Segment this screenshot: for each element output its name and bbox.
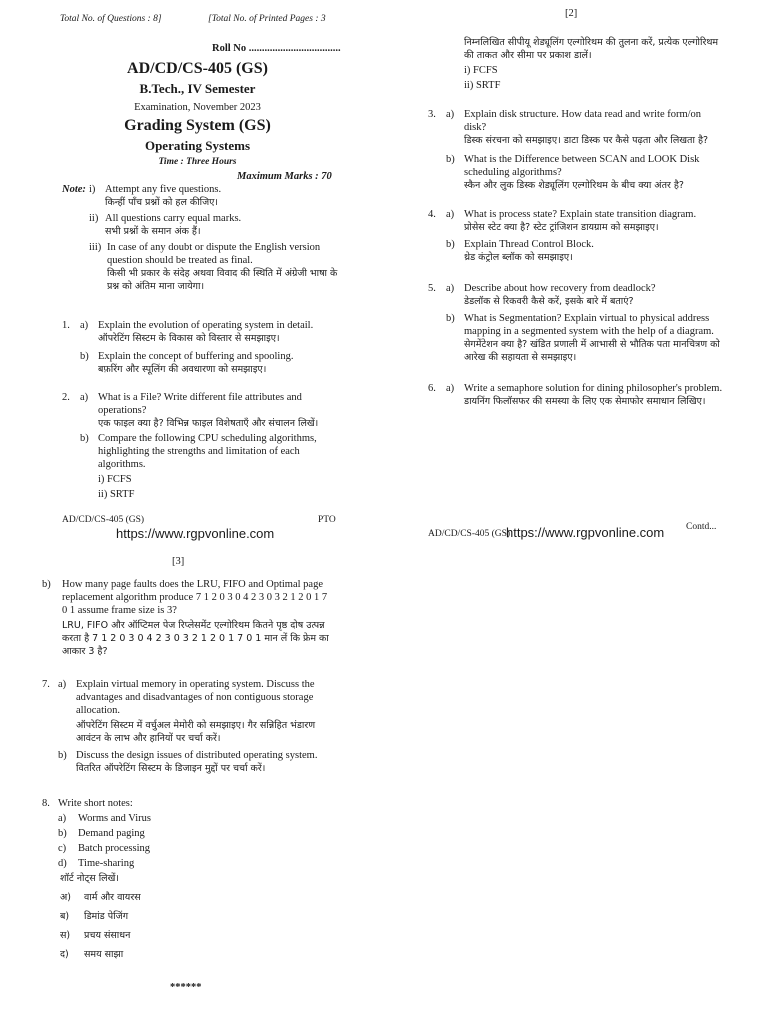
question-number: 1. <box>62 320 70 331</box>
question-2a-en: What is a File? Write different file attributes and operations? <box>98 392 302 416</box>
item-label: c) <box>58 843 67 854</box>
question-part: b) <box>58 750 67 761</box>
question-3b-en: What is the Difference between SCAN and LOOK Disk scheduling algorithms? <box>464 154 700 178</box>
short-note-hi-a <box>60 891 334 904</box>
note-3-hi: किसी भी प्रकार के संदेह अथवा विवाद की स्थिति में अंग्रेजी भाषा के प्रश्न को अंतिम माना जायेगा। <box>107 268 338 292</box>
page-3 <box>0 545 384 1024</box>
page-1-footer-pto: PTO <box>318 515 336 525</box>
question-6a-hi: डायनिंग फिलॉसफर की समस्या के लिए एक सेमाफोर समाधान लिखिए। <box>464 396 706 407</box>
item-label: द) <box>60 949 69 960</box>
question-4b-en: Explain Thread Control Block. <box>464 239 594 250</box>
question-part: b) <box>80 351 89 362</box>
question-part: a) <box>80 320 89 331</box>
question-5b <box>428 312 724 364</box>
question-8 <box>42 797 334 870</box>
short-note-a <box>58 812 334 825</box>
note-3 <box>107 241 342 293</box>
item-label: स) <box>60 930 71 941</box>
item-label: b) <box>58 828 67 839</box>
item-text: Batch processing <box>78 843 151 854</box>
note-2 <box>105 212 342 238</box>
note-label: Note: <box>62 184 86 195</box>
item-text: Time-sharing <box>78 858 135 869</box>
end-of-paper-mark: ****** <box>170 982 202 993</box>
question-1a-hi: ऑपरेटिंग सिस्टम के विकास को विस्तार से समझाइए। <box>98 333 280 344</box>
paper-code: AD/CD/CS-405 (GS) <box>127 60 268 77</box>
question-part: a) <box>446 283 455 294</box>
question-6b-hi: LRU, FIFO और ऑप्टिमल पेज रिप्लेसमेंट एल्गोरिथम कितने पृष्ठ दोष उत्पन्न करता है 7 1 2 0 3 0 4 2 3 0 3 2 1 2 0 1 7 0 1 मान लें कि फ्रेम का आकार 3 है? <box>62 620 329 657</box>
question-6b-en: How many page faults does the LRU, FIFO and Optimal page replacement algorithm produce 7 1 2 0 3 0 4 2 3 0 3 2 1 2 0 1 7 0 1 assume frame size is 3? <box>62 579 328 616</box>
item-text: Demand paging <box>78 828 145 839</box>
question-5a-en: Describe about how recovery from deadlock? <box>464 283 656 294</box>
question-part: b) <box>42 579 51 590</box>
question-4a <box>428 208 724 234</box>
question-5b-hi: सेगमेंटेशन क्या है? खंडित प्रणाली में आभासी से भौतिक पता मानचित्रण को आरेख की सहायता से समझाइए। <box>464 339 720 363</box>
question-part: b) <box>446 313 455 324</box>
exam-duration: Time : Three Hours <box>158 157 237 167</box>
question-2b-hi: निम्नलिखित सीपीयू शेड्यूलिंग एल्गोरिथम की तुलना करें, प्रत्येक एल्गोरिथम की ताकत और सीमा पर प्रकाश डालें। <box>464 37 719 61</box>
notes-block <box>62 183 342 295</box>
item-text: वार्म और वायरस <box>84 892 141 903</box>
short-note-c <box>58 842 334 855</box>
short-note-hi-d <box>60 948 334 961</box>
question-6a-en: Write a semaphore solution for dining philosopher's problem. <box>464 383 723 394</box>
program-semester: B.Tech., IV Semester <box>139 81 256 96</box>
question-part: a) <box>446 109 455 120</box>
question-2b-en: Compare the following CPU scheduling algorithms, highlighting the strengths and limitation of each algorithms. <box>98 433 317 470</box>
algo-srtf: ii) SRTF <box>464 80 501 91</box>
question-4b <box>428 238 724 264</box>
question-7b-hi: वितरित ऑपरेटिंग सिस्टम के डिजाइन मुद्दों पर चर्चा करें। <box>76 763 266 774</box>
page-3-questions <box>42 578 334 961</box>
question-7a <box>42 678 334 745</box>
question-part: a) <box>58 679 67 690</box>
page-2 <box>384 0 768 545</box>
page-1 <box>0 0 384 545</box>
question-4a-hi: प्रोसेस स्टेट क्या है? स्टेट ट्रांजिशन डायग्राम को समझाइए। <box>464 222 659 233</box>
algo-fcfs: i) FCFS <box>98 474 132 485</box>
short-note-b <box>58 827 334 840</box>
note-1-hi: किन्हीं पाँच प्रश्नों को हल कीजिए। <box>105 197 219 208</box>
item-text: Worms and Virus <box>78 813 151 824</box>
note-2-num: ii) <box>89 213 99 224</box>
question-3a <box>428 108 724 147</box>
question-part: b) <box>80 433 89 444</box>
total-printed-pages: [Total No. of Printed Pages : 3 <box>208 14 326 24</box>
item-text: समय साझा <box>84 949 124 960</box>
question-7a-en: Explain virtual memory in operating system. Discuss the advantages and disadvantages of non contiguous storage allocation. <box>76 679 315 716</box>
note-2-hi: सभी प्रश्नों के समान अंक हैं। <box>105 226 201 237</box>
question-part: b) <box>446 154 455 165</box>
page-2-watermark-url[interactable]: https://www.rgpvonline.com <box>506 525 665 540</box>
page-2-footer-code: AD/CD/CS-405 (GS) <box>428 529 511 539</box>
page-1-questions <box>62 319 338 503</box>
question-6b <box>42 578 334 658</box>
question-part: a) <box>446 383 455 394</box>
question-5b-en: What is Segmentation? Explain virtual to physical address mapping in a segmented system with the help of a diagram. <box>464 313 714 337</box>
note-2-en: All questions carry equal marks. <box>105 213 242 224</box>
short-notes-title: Write short notes: <box>58 798 133 809</box>
page-2-footer-contd: Contd... <box>686 522 717 532</box>
algo-srtf: ii) SRTF <box>98 489 135 500</box>
question-1a <box>62 319 338 345</box>
note-1-en: Attempt any five questions. <box>105 184 222 195</box>
item-label: a) <box>58 813 67 824</box>
item-text: डिमांड पेजिंग <box>84 911 129 922</box>
maximum-marks: Maximum Marks : 70 <box>237 171 332 182</box>
page-3-number: [3] <box>172 556 185 567</box>
question-5a <box>428 282 724 308</box>
question-3b-hi: स्कैन और लुक डिस्क शेड्यूलिंग एल्गोरिथम के बीच क्या अंतर है? <box>464 180 684 191</box>
question-part: a) <box>446 209 455 220</box>
question-number: 4. <box>428 209 436 220</box>
question-1b <box>62 350 338 376</box>
short-note-d <box>58 857 334 870</box>
page-2-number: [2] <box>565 8 578 19</box>
question-7b-en: Discuss the design issues of distributed operating system. <box>76 750 318 761</box>
question-part: a) <box>80 392 89 403</box>
question-number: 2. <box>62 392 70 403</box>
question-3a-en: Explain disk structure. How data read and write form/on disk? <box>464 109 702 133</box>
question-number: 7. <box>42 679 50 690</box>
question-4a-en: What is process state? Explain state transition diagram. <box>464 209 697 220</box>
question-3b <box>428 153 724 192</box>
roll-no: Roll No ................................... <box>212 43 341 54</box>
note-1 <box>105 183 342 209</box>
page-2-questions <box>428 36 724 410</box>
note-3-num: iii) <box>89 242 102 253</box>
grading-system: Grading System (GS) <box>124 117 271 134</box>
note-3-en: In case of any doubt or dispute the English version question should be treated as final. <box>107 242 321 266</box>
question-number: 6. <box>428 383 436 394</box>
total-questions: Total No. of Questions : 8] <box>60 14 162 24</box>
question-6a <box>428 382 724 408</box>
exam-session: Examination, November 2023 <box>134 102 261 113</box>
page-1-watermark-url[interactable]: https://www.rgpvonline.com <box>116 526 275 541</box>
short-notes-hindi <box>60 872 334 961</box>
question-2a <box>62 391 338 430</box>
question-7b <box>42 749 334 775</box>
subject-title: Operating Systems <box>144 138 251 153</box>
question-number: 5. <box>428 283 436 294</box>
question-4b-hi: थ्रेड कंट्रोल ब्लॉक को समझाइए। <box>464 252 573 263</box>
question-1a-en: Explain the evolution of operating system in detail. <box>98 320 314 331</box>
page-1-footer-code: AD/CD/CS-405 (GS) <box>62 515 145 525</box>
note-1-num: i) <box>89 184 96 195</box>
question-2a-hi: एक फाइल क्या है? विभिन्न फाइल विशेषताएँ और संचालन लिखें। <box>98 418 319 429</box>
item-label: अ) <box>60 892 71 903</box>
short-note-hi-b <box>60 910 334 923</box>
question-5a-hi: डेडलॉक से रिकवरी कैसे करें, इसके बारे में बताएं? <box>464 296 634 307</box>
question-7a-hi: ऑपरेटिंग सिस्टम में वर्चुअल मेमोरी को समझाइए। गैर सन्निहित भंडारण आवंटन के लाभ और हानियों पर चर्चा करें। <box>76 720 316 744</box>
algo-fcfs: i) FCFS <box>464 65 498 76</box>
question-1b-en: Explain the concept of buffering and spooling. <box>98 351 294 362</box>
question-number: 8. <box>42 798 50 809</box>
question-number: 3. <box>428 109 436 120</box>
item-label: ब) <box>60 911 70 922</box>
question-1b-hi: बफ़रिंग और स्पूलिंग की अवधारणा को समझाइए। <box>98 364 267 375</box>
question-2b <box>62 432 338 501</box>
question-3a-hi: डिस्क संरचना को समझाइए। डाटा डिस्क पर कैसे पढ़ता और लिखता है? <box>464 135 709 146</box>
item-label: d) <box>58 858 67 869</box>
question-2b-continued <box>428 36 724 92</box>
short-notes-title-hi: शॉर्ट नोट्स लिखें। <box>60 873 119 884</box>
question-part: b) <box>446 239 455 250</box>
item-text: प्रचय संसाधन <box>84 930 131 941</box>
short-note-hi-c <box>60 929 334 942</box>
